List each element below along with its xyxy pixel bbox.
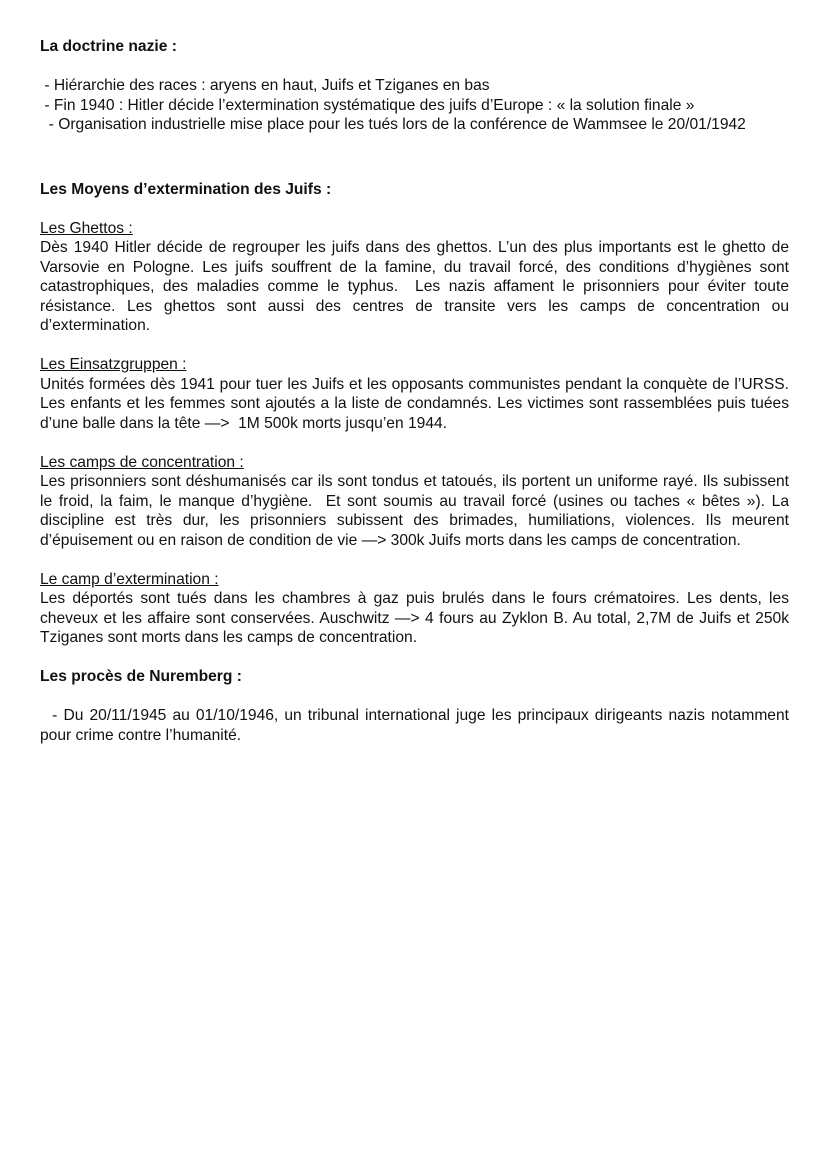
subsection-heading-ghettos: Les Ghettos : <box>40 219 133 237</box>
section-heading-moyens: Les Moyens d’extermination des Juifs : <box>40 180 332 198</box>
bullet-item: - Organisation industrielle mise place pour les tués lors de la conférence de Wammsee le 20/01/1942 <box>40 116 746 133</box>
paragraph-ghettos: Dès 1940 Hitler décide de regrouper les juifs dans des ghettos. L’un des plus importants est le ghetto de Varsovie en Pologne. Les juifs souffrent de la famine, du travail forcé, des conditions d’hygiènes sont catastrophiques, des maladies comme le typhus. Les nazis affament le prisonniers pour éviter toute résistance. Les ghettos sont aussi des centres de transite vers les camps de concentration ou d’extermination. <box>40 239 794 334</box>
paragraph-camp-extermination: Les déportés sont tués dans les chambres à gaz puis brulés dans le fours crématoires. Les dents, les cheveux et les affaire sont conservées. Auschwitz —> 4 fours au Zyklon B. Au total, 2,7M de Juifs et 250k Tziganes sont morts dans les camps de concentration. <box>40 590 794 646</box>
bullet-item: - Du 20/11/1945 au 01/10/1946, un tribunal international juge les principaux dirigeants nazis notamment pour crime contre l’humanité. <box>40 707 794 744</box>
subsection-heading-camp-extermination: Le camp d’extermination : <box>40 570 219 588</box>
section-heading-nuremberg: Les procès de Nuremberg : <box>40 668 242 685</box>
paragraph-einsatzgruppen: Unités formées dès 1941 pour tuer les Juifs et les opposants communistes pendant la conquète de l’URSS. Les enfants et les femmes sont ajoutés a la liste de condamnés. Les victimes sont rassemblées puis tuées d’une balle dans la tête —> 1M 500k morts jusqu’en 1944. <box>40 375 794 432</box>
subsection-heading-einsatzgruppen: Les Einsatzgruppen : <box>40 356 187 373</box>
section-heading-doctrine: La doctrine nazie : <box>40 38 177 55</box>
document-page <box>40 37 794 745</box>
paragraph-camps-concentration: Les prisonniers sont déshumanisés car ils sont tondus et tatoués, ils portent un uniforme rayé. Ils subissent le froid, la faim, le manque d’hygiène. Et sont soumis au travail forcé (usines ou taches « bêtes »). La discipline est très dur, les prisonniers subissent des brimades, humiliations, violences. Ils meurent d’épuisement ou en raison de condition de vie —> 300k Juifs morts dans les camps de concentration. <box>40 473 794 549</box>
bullet-item: - Fin 1940 : Hitler décide l’extermination systématique des juifs d’Europe : « la solution finale » <box>40 96 695 114</box>
bullet-item: - Hiérarchie des races : aryens en haut, Juifs et Tziganes en bas <box>40 77 490 94</box>
subsection-heading-camps-concentration: Les camps de concentration : <box>40 453 244 471</box>
